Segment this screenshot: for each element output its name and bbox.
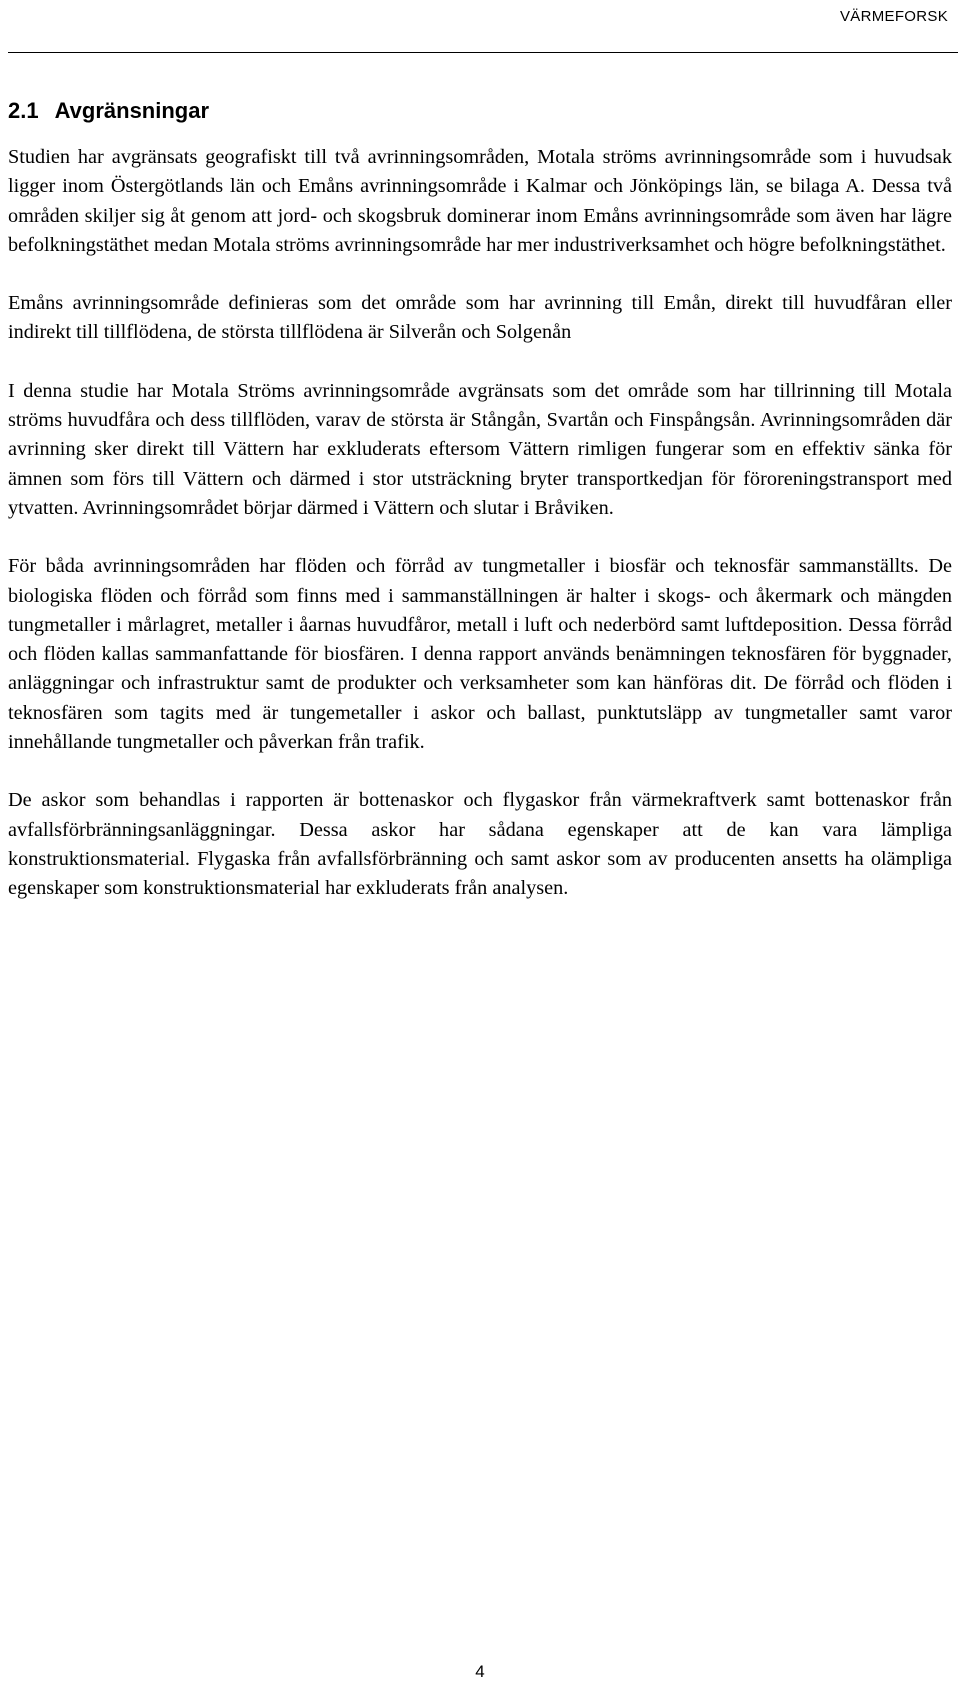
section-heading (8, 98, 209, 124)
body-text (8, 143, 952, 933)
section-number: 2.1 (8, 98, 39, 123)
header-rule (8, 52, 958, 53)
paragraph-ashes: De askor som behandlas i rapporten är bottenaskor och flygaskor från värmekraftverk samt bottenaskor från avfallsförbränningsanläggningar. Dessa askor har sådana egenskaper att de kan vara lämpliga konstruktionsmaterial. Flygaska från avfallsförbränning och samt askor som av producenten ansetts ha olämpliga egenskaper som konstruktionsmaterial har exkluderats från analysen. (8, 789, 952, 900)
paragraph-scope: Studien har avgränsats geografiskt till två avrinningsområden, Motala ströms avrinningsområde som i huvudsak ligger inom Östergötlands län och Emåns avrinningsområde i Kalmar och Jönköpings län, se bilaga A. Dessa två områden skiljer sig åt genom att jord- och skogsbruk dominerar inom Emåns avrinningsområde som även har lägre befolkningstäthet medan Motala ströms avrinningsområde har mer industriverksamhet och högre befolkningstäthet. (8, 146, 952, 256)
paragraph-motala-definition: I denna studie har Motala Ströms avrinningsområde avgränsats som det område som har tillrinning till Motala ströms huvudfåra och dess tillflöden, varav de största är Stångån, Svartån och Finspångsån. Avrinningsområden där avrinning sker direkt till Vättern har exkluderats eftersom Vättern rimligen fungerar som en effektiv sänka för ämnen som förs till Vättern och därmed i stor utsträckning bryter transportkedjan för föroreningstransport med ytvatten. Avrinningsområdet börjar därmed i Vättern och slutar i Bråviken. (8, 379, 952, 519)
section-title: Avgränsningar (54, 98, 210, 123)
paragraph-eman-definition: Emåns avrinningsområde definieras som det område som har avrinning till Emån, direkt till huvudfåran eller indirekt till tillflödena, de största tillflödena är Silverån och Solgenån (8, 292, 952, 344)
page-number: 4 (475, 1662, 485, 1681)
running-header: VÄRMEFORSK (839, 8, 948, 25)
paragraph-flows-and-stocks: För båda avrinningsområden har flöden och förråd av tungmetaller i biosfär och teknosfär sammanställts. De biologiska flöden och förråd som finns med i sammanställningen är halter i skogs- och åkermark och mängden tungmetaller i mårlagret, metaller i åarnas huvudfåror, metall i luft och nederbörd samt luftdeposition. Dessa förråd och flöden kallas sammanfattande för biosfären. I denna rapport används benämningen teknosfären för byggnader, anläggningar och infrastruktur samt de produkter och verksamheter som kan hänföras dit. De förråd och flöden i teknosfären som tagits med är tungemetaller i askor och ballast, punktutsläpp av tungmetaller samt varor innehållande tungmetaller och påverkan från trafik. (8, 555, 952, 754)
